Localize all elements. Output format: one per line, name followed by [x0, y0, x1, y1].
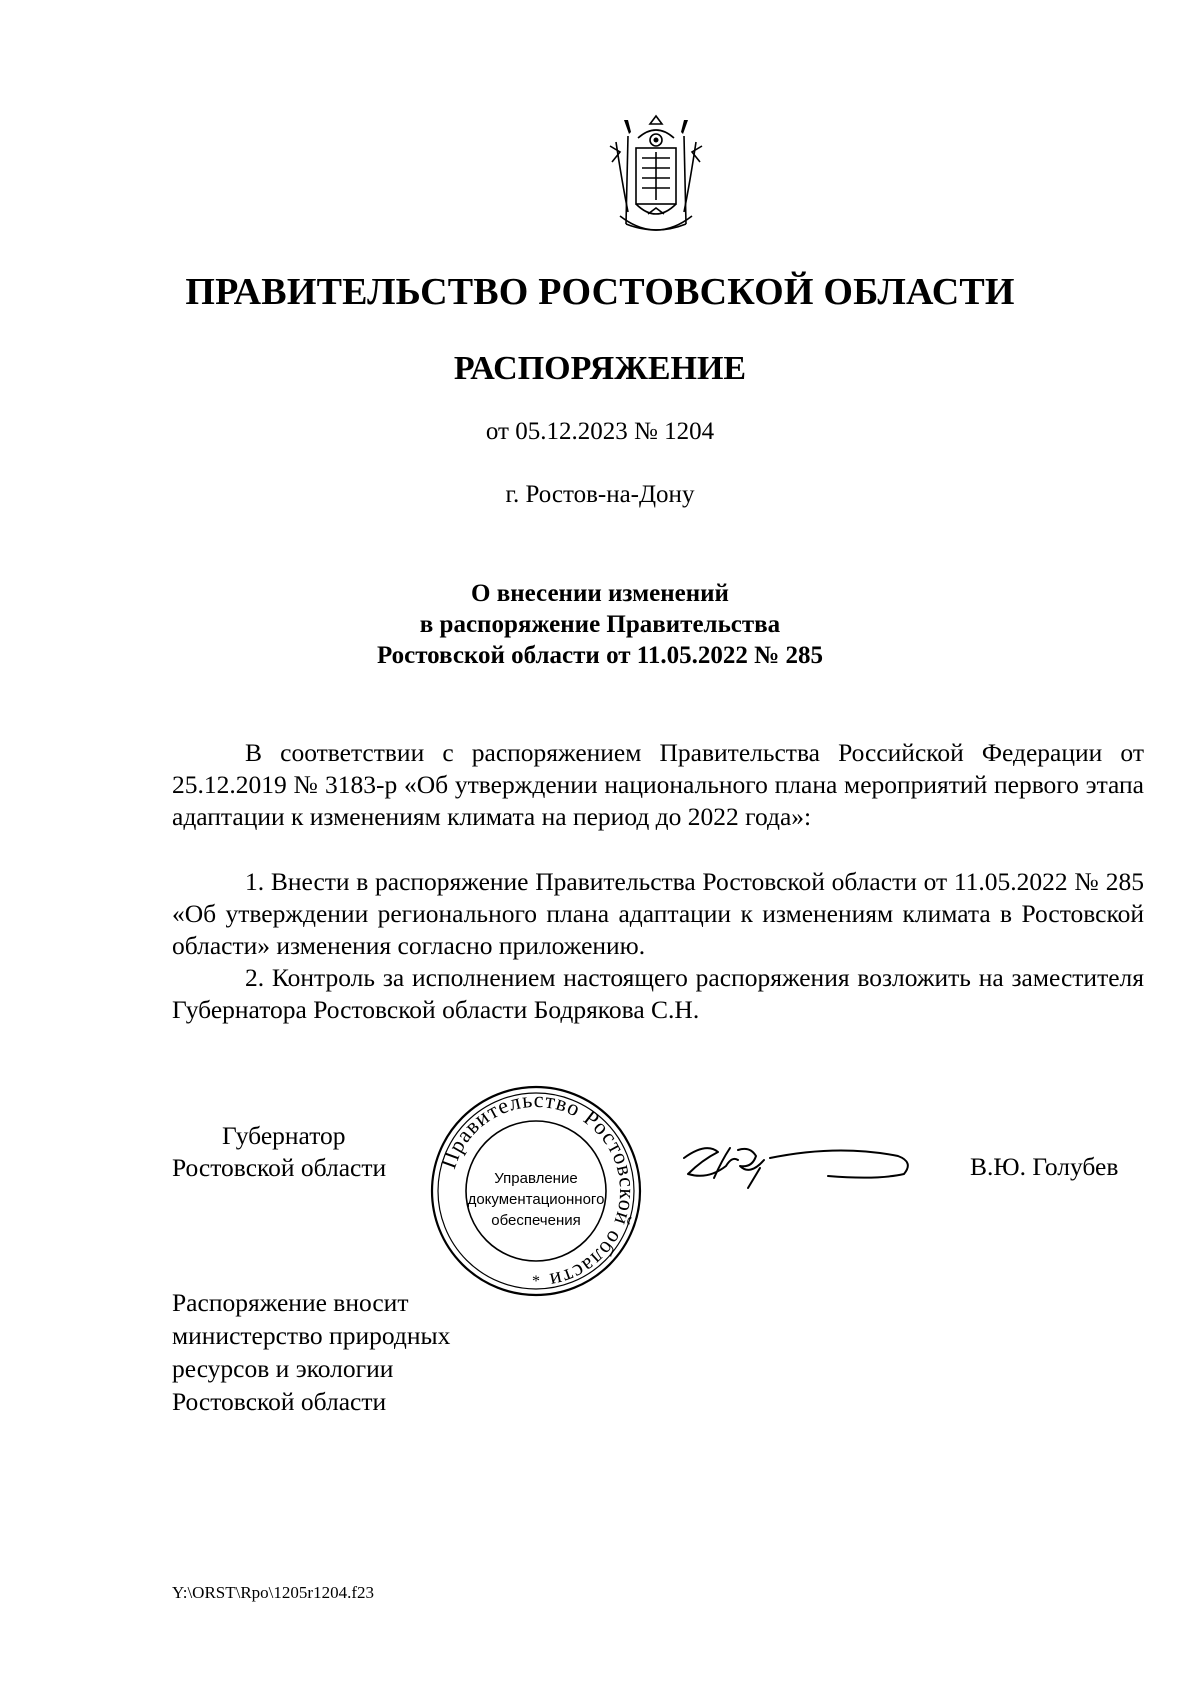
handwritten-signature: [678, 1130, 928, 1210]
seal-center-line: документационного: [467, 1191, 605, 1208]
signer-position: [172, 1120, 386, 1184]
seal-star-icon: *: [532, 1273, 540, 1290]
subject-line: в распоряжение Правительства: [419, 611, 781, 638]
contributor-line: Распоряжение вносит: [172, 1288, 409, 1317]
coat-of-arms-emblem: [598, 112, 714, 244]
seal-center-line: Управление: [494, 1170, 578, 1187]
file-path-footer: Y:\ORST\Rpo\1205r1204.f23: [172, 1583, 374, 1602]
contributor-line: Ростовской области: [172, 1387, 387, 1416]
government-title: ПРАВИТЕЛЬСТВО РОСТОВСКОЙ ОБЛАСТИ: [185, 271, 1015, 313]
document-date-number: от 05.12.2023 № 1204: [485, 418, 715, 445]
contributor-note: [172, 1286, 450, 1418]
official-round-seal: [428, 1083, 644, 1299]
signer-position-line: Губернатор: [222, 1121, 346, 1150]
item-1-paragraph: 1. Внести в распоряжение Правительства Ростовской области от 11.05.2022 № 285 «Об утверждении регионального плана адаптации к изменениям климата в Ростовской области» изменения согласно приложению.: [172, 867, 1144, 960]
subject-line: О внесении изменений: [471, 580, 729, 607]
seal-ring-text: Правительство Ростовской области: [435, 1086, 641, 1294]
subject-line: Ростовской области от 11.05.2022 № 285: [376, 642, 824, 669]
contributor-line: министерство природных: [172, 1321, 451, 1350]
document-type: РАСПОРЯЖЕНИЕ: [453, 350, 747, 387]
seal-center-line: обеспечения: [491, 1212, 581, 1229]
item-2-paragraph: 2. Контроль за исполнением настоящего распоряжения возложить на заместителя Губернатора Ростовской области Бодрякова С.Н.: [172, 963, 1144, 1024]
document-place: г. Ростов-на-Дону: [505, 481, 695, 508]
signer-name: В.Ю. Голубев: [970, 1152, 1119, 1181]
basis-paragraph: В соответствии с распоряжением Правительства Российской Федерации от 25.12.2019 № 3183-р «Об утверждении национального плана мероприятий первого этапа адаптации к изменениям климата на период до 2022 года»:: [172, 738, 1144, 831]
document-subject: [0, 578, 1200, 671]
contributor-line: ресурсов и экологии: [172, 1354, 394, 1383]
signer-position-line: Ростовской области: [172, 1153, 387, 1182]
